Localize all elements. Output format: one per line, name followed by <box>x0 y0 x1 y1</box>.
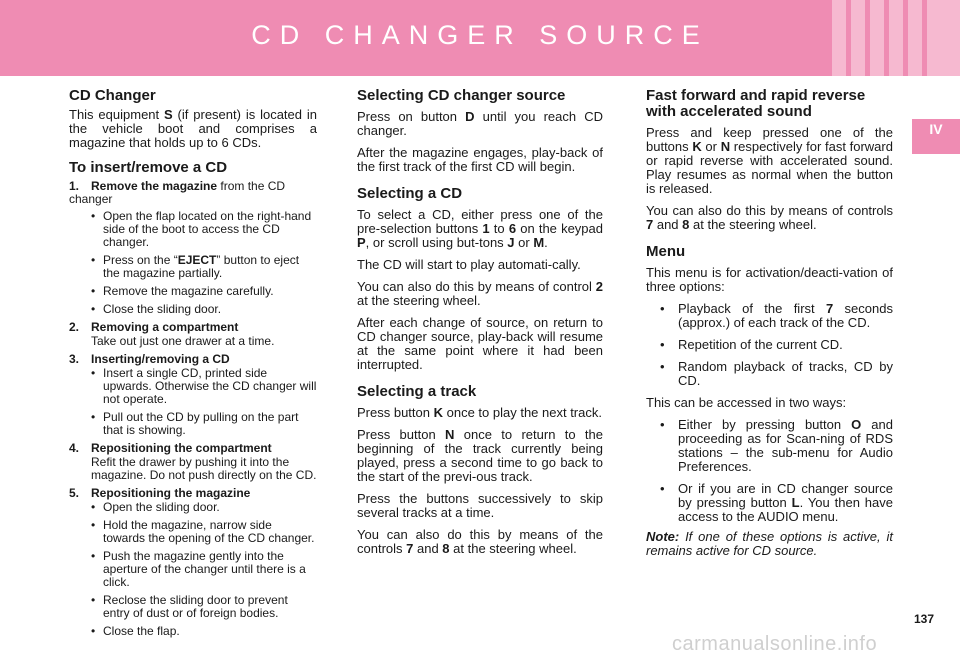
heading-selecting-cd: Selecting a CD <box>357 185 463 202</box>
section-tab[interactable]: IV <box>912 119 960 154</box>
list-item: • Open the flap located on the right-hand side of the boot to access the CD changer. <box>91 210 317 249</box>
step-4-text: Refit the drawer by pushing it into the magazine. Do not push directly on the CD. <box>91 455 317 482</box>
note: Note: If one of these options is active, it remains active for CD source. <box>646 529 893 558</box>
page-number: 137 <box>914 612 935 626</box>
paragraph: After each change of source, on return to CD changer source, play-back will resume at the same point where it had been interrupted. <box>357 315 603 372</box>
step-1: 1. Remove the magazine from the CD changer <box>69 179 286 206</box>
heading-selecting-source: Selecting CD changer source <box>357 87 566 104</box>
list-item: • Pull out the CD by pulling on the part that is showing. <box>91 411 317 437</box>
list-item: • Repetition of the current CD. <box>658 338 893 352</box>
page-title: CD CHANGER SOURCE <box>251 20 709 50</box>
heading-menu: Menu <box>646 243 686 260</box>
step-4: 4. Repositioning the compartment <box>69 441 272 455</box>
list-item: • Open the sliding door. <box>91 501 317 514</box>
paragraph: To select a CD, either press one of the pre-selection buttons 1 to 6 on the keypad P, or scroll using but-tons J or M. <box>357 207 603 250</box>
heading-insert-remove: To insert/remove a CD <box>69 159 228 176</box>
paragraph: Press on button D until you reach CD changer. <box>357 109 603 138</box>
paragraph: You can also do this by means of controls 7 and 8 at the steering wheel. <box>646 203 893 232</box>
list-item: • Close the sliding door. <box>91 303 317 316</box>
list-item: • Reclose the sliding door to prevent entry of dust or of foreign bodies. <box>91 594 317 620</box>
paragraph: You can also do this by means of the controls 7 and 8 at the steering wheel. <box>357 527 603 556</box>
paragraph: Press button N once to return to the beginning of the track currently being played, press a second time to go back to the start of the previ-ous track. <box>357 427 603 484</box>
heading-selecting-track: Selecting a track <box>357 383 477 400</box>
column-selecting-source <box>357 88 603 564</box>
column-cd-changer <box>69 88 317 643</box>
step-1-bullets <box>91 210 317 316</box>
paragraph: This can be accessed in two ways: <box>646 395 847 410</box>
list-item: • Close the flap. <box>91 625 317 638</box>
paragraph: After the magazine engages, play-back of the first track of the first CD will begin. <box>357 145 603 174</box>
list-item: • Or if you are in CD changer source by pressing button L. You then have access to the AUDIO menu. <box>658 482 893 524</box>
paragraph: Press the buttons successively to skip several tracks at a time. <box>357 491 603 520</box>
list-item: • Hold the magazine, narrow side towards the opening of the CD changer. <box>91 519 317 545</box>
list-item: • Remove the magazine carefully. <box>91 285 317 298</box>
paragraph: The CD will start to play automati-cally. <box>357 257 581 272</box>
list-item: • Press on the “EJECT” button to eject the magazine partially. <box>91 254 317 280</box>
list-item: • Either by pressing button O and proceeding as for Scan-ning of RDS stations – the sub-menu for Audio Preferences. <box>658 418 893 474</box>
paragraph: This menu is for activation/deacti-vation of three options: <box>646 265 893 294</box>
column-fast-forward-menu <box>646 88 893 566</box>
list-item: • Push the magazine gently into the aperture of the changer until there is a click. <box>91 550 317 589</box>
heading-fast-forward: Fast forward and rapid reverse with accelerated sound <box>646 87 866 120</box>
list-item: • Playback of the first 7 seconds (approx.) of each track of the CD. <box>658 302 893 330</box>
step-5: 5. Repositioning the magazine <box>69 486 251 500</box>
step-2-text: Take out just one drawer at a time. <box>91 334 275 348</box>
step-3: 3. Inserting/removing a CD <box>69 352 230 366</box>
paragraph: You can also do this by means of control 2 at the steering wheel. <box>357 279 603 308</box>
heading-cd-changer: CD Changer <box>69 87 156 104</box>
step-3-bullets <box>91 367 317 437</box>
step-5-bullets <box>91 501 317 638</box>
watermark-text: carmanualsonline.info <box>672 633 878 655</box>
list-item: • Insert a single CD, printed side upwards. Otherwise the CD changer will not operate. <box>91 367 317 406</box>
paragraph: Press and keep pressed one of the buttons K or N respectively for fast forward or rapid reverse with accelerated sound. Play resumes as normal when the button is released. <box>646 125 893 196</box>
step-2: 2. Removing a compartment <box>69 320 239 334</box>
intro-paragraph: This equipment S (if present) is located in the vehicle boot and comprises a magazine that holds up to 6 CDs. <box>69 107 317 150</box>
paragraph: Press button K once to play the next track. <box>357 405 602 420</box>
list-item: • Random playback of tracks, CD by CD. <box>658 360 893 388</box>
